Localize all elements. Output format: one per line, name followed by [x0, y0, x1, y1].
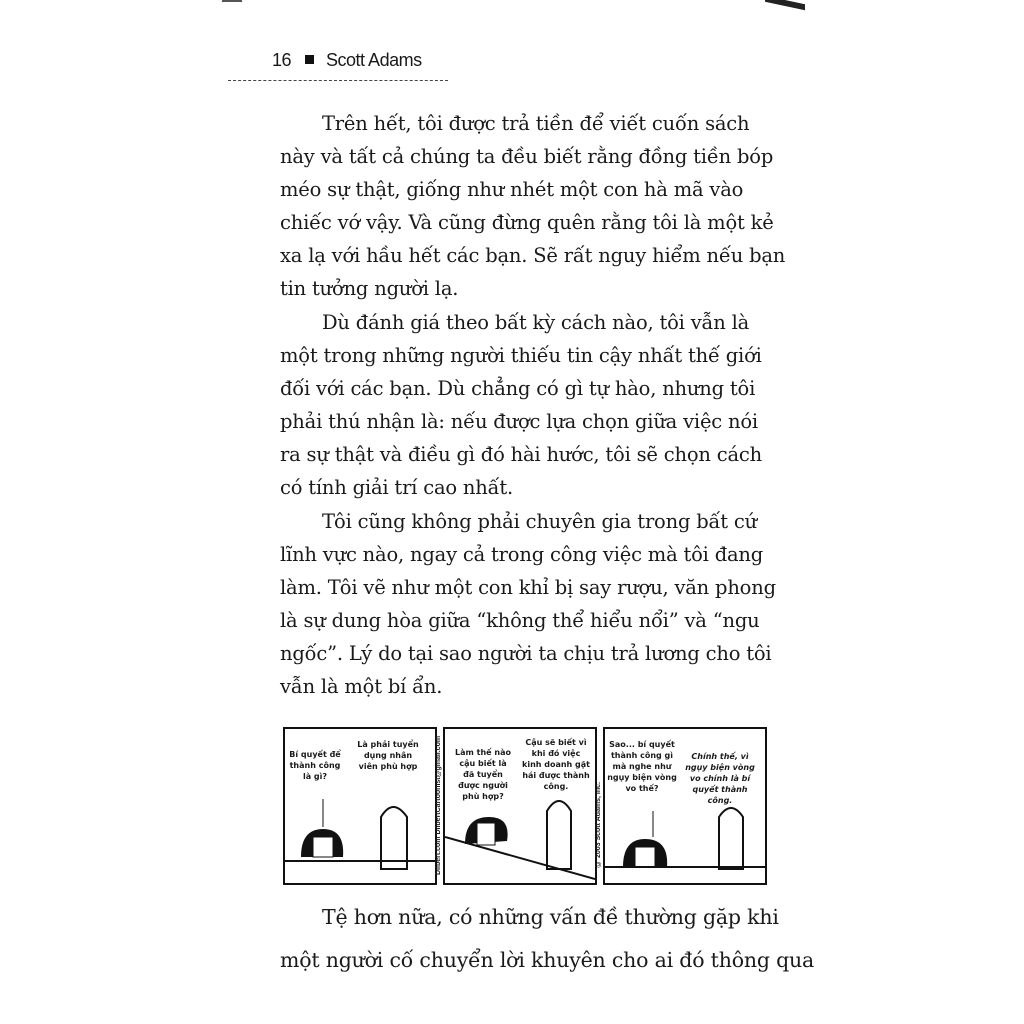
text-line: đối với các bạn. Dù chẳng có gì tự hào, nhưng tôi: [280, 377, 756, 400]
speech-bubble: Là phải tuyển dụng nhân viên phù hợp: [357, 740, 419, 771]
speech-bubble: Làm thế nào cậu biết là đã tuyển được người phù hợp?: [455, 748, 511, 801]
speech-bubble: Cậu sẽ biết vì khi đó việc kinh doanh gặt hái được thành công.: [522, 738, 590, 791]
comic-panel-1: [283, 727, 437, 885]
text-line: này và tất cả chúng ta đều biết rằng đồng tiền bóp: [280, 145, 774, 168]
bullet-square-icon: [305, 55, 314, 64]
text-line: phải thú nhận là: nếu được lựa chọn giữa việc nói: [280, 410, 758, 433]
text-line: Dù đánh giá theo bất kỳ cách nào, tôi vẫn là: [322, 311, 750, 334]
text-line: Trên hết, tôi được trả tiền để viết cuốn sách: [322, 112, 750, 135]
text-line: méo sự thật, giống như nhét một con hà mã vào: [280, 178, 744, 201]
author-name: Scott Adams: [326, 50, 422, 70]
text-line: xa lạ với hầu hết các bạn. Sẽ rất nguy hiểm nếu bạn: [280, 244, 786, 267]
speech-bubble: Bí quyết để thành công là gì?: [289, 750, 341, 781]
text-line: làm. Tôi vẽ như một con khỉ bị say rượu, văn phong: [280, 576, 776, 599]
comic-copyright: © 2003 Scott Adams, Inc.: [595, 782, 602, 867]
text-line: một người cố chuyển lời khuyên cho ai đó thông qua: [280, 948, 815, 972]
text-line: chiếc vớ vậy. Và cũng đừng quên rằng tôi là một kẻ: [280, 211, 774, 234]
comic-drawing: [445, 729, 595, 883]
page-number: 16: [272, 50, 292, 70]
comic-strip: [283, 727, 767, 885]
comic-drawing: [605, 729, 765, 883]
scan-mark: [765, 0, 805, 10]
speech-bubble: Chính thế, vì ngụy biện vòng vo chính là bí quyết thành công.: [685, 752, 755, 805]
running-header: [272, 50, 422, 71]
scan-mark: [222, 0, 242, 2]
text-line: ngốc”. Lý do tại sao người ta chịu trả lương cho tôi: [280, 642, 772, 665]
text-line: Tôi cũng không phải chuyên gia trong bất cứ: [322, 510, 757, 533]
text-line: có tính giải trí cao nhất.: [280, 476, 514, 499]
text-line: là sự dung hòa giữa “không thể hiểu nổi” và “ngu: [280, 609, 760, 632]
comic-credit: Dilbert.com DilbertCartoonist@gmail.com: [435, 735, 442, 875]
comic-panel-3: [603, 727, 767, 885]
text-line: Tệ hơn nữa, có những vấn đề thường gặp khi: [322, 905, 779, 929]
comic-drawing: [285, 729, 435, 883]
text-line: vẫn là một bí ẩn.: [280, 675, 443, 698]
text-line: một trong những người thiếu tin cậy nhất thế giới: [280, 344, 762, 367]
speech-bubble: Sao... bí quyết thành công gì mà nghe như ngụy biện vòng vo thế?: [607, 740, 677, 793]
text-line: tin tưởng người lạ.: [280, 277, 459, 300]
text-line: ra sự thật và điều gì đó hài hước, tôi sẽ chọn cách: [280, 443, 762, 466]
text-line: lĩnh vực nào, ngay cả trong công việc mà tôi đang: [280, 543, 764, 566]
header-divider: [228, 80, 448, 81]
comic-panel-2: [443, 727, 597, 885]
